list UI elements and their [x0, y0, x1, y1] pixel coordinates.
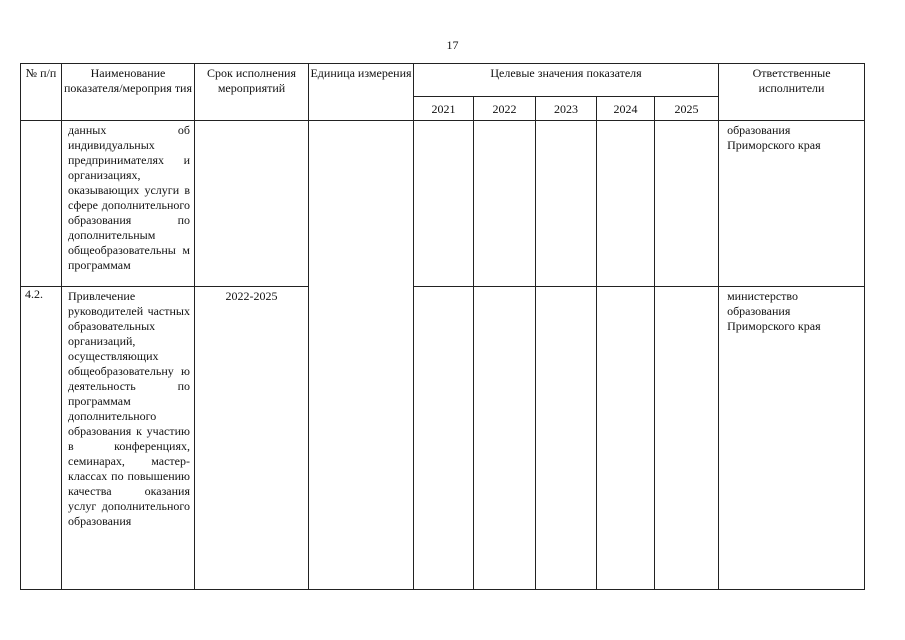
header-name: Наименование показателя/мероприя тия — [62, 64, 195, 121]
row-value-2022 — [474, 287, 536, 590]
row-term: 2022-2025 — [195, 287, 309, 590]
row-value-2022 — [474, 121, 536, 287]
header-year-2022: 2022 — [474, 97, 536, 121]
row-responsible: министерство образования Приморского края — [719, 287, 865, 590]
row-num — [21, 121, 62, 287]
row-value-2025 — [655, 287, 719, 590]
header-year-2024: 2024 — [597, 97, 655, 121]
row-name: данных об индивидуальных предпринимателях и организациях, оказывающих услуги в сфере дополнительного образования по дополнительным общеобразовательны м программам — [62, 121, 195, 287]
row-value-2024 — [597, 121, 655, 287]
header-year-2025: 2025 — [655, 97, 719, 121]
row-value-2024 — [597, 287, 655, 590]
header-num: № п/п — [21, 64, 62, 121]
row-value-2023 — [536, 287, 597, 590]
row-value-2025 — [655, 121, 719, 287]
row-value-2023 — [536, 121, 597, 287]
page-number: 17 — [446, 38, 459, 52]
row-name: Привлечение руководителей частных образовательных организаций, осуществляющих общеобразовательну ю деятельность по программам дополнительного образования к участию в конференциях, семинарах, мастер-классах по повышению качества оказания услуг дополнительного образования — [62, 287, 195, 590]
header-unit: Единица измерения — [309, 64, 414, 121]
header-year-2021: 2021 — [414, 97, 474, 121]
row-responsible: образования Приморского края — [719, 121, 865, 287]
row-num: 4.2. — [21, 287, 62, 590]
header-year-2023: 2023 — [536, 97, 597, 121]
row-unit-cell — [309, 121, 414, 590]
row-value-2021 — [414, 287, 474, 590]
table-row — [21, 121, 865, 287]
table-row — [21, 287, 865, 590]
header-target-values: Целевые значения показателя — [414, 64, 719, 97]
row-value-2021 — [414, 121, 474, 287]
targets-table — [20, 63, 865, 590]
header-term: Срок исполнения мероприятий — [195, 64, 309, 121]
header-responsible: Ответственные исполнители — [719, 64, 865, 121]
row-term — [195, 121, 309, 287]
